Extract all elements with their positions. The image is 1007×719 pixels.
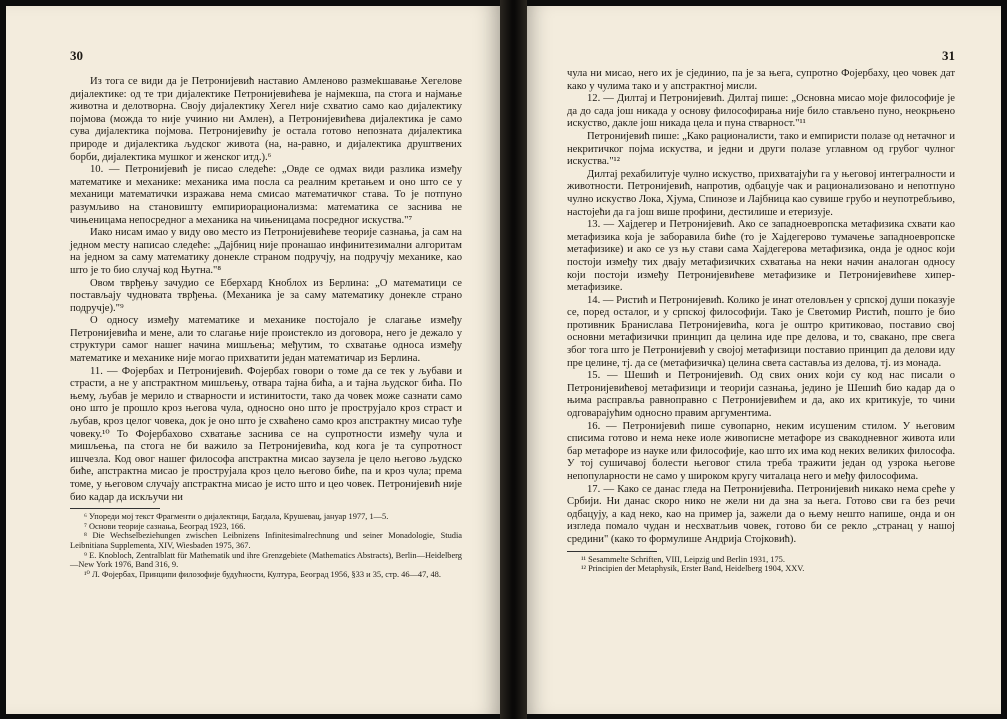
footnote: ¹⁰ Л. Фојербах, Принципи филозофије будућности, Култура, Београд 1956, §33 и 35, стр. 46—47, 48. (84, 569, 441, 579)
paragraph: 12. — Дилтај и Петронијевић. Дилтај пише: „Основна мисао моје философије је да до сада још никада у основу философирања није било стављено пуно, неокрњено искуство, дакле још никада цела и пуна стварност."¹¹ (567, 93, 955, 130)
left-body-text (70, 76, 462, 504)
footnote: ⁷ Основи теорије сазнања, Београд 1923, 166. (84, 521, 246, 531)
paragraph: 14. — Ристић и Петронијевић. Колико је инат отеловљен у српској души показује се, поред осталог, и у српској философији. Тако је Светомир Ристић, пошто је био противник Бранислава Петронијевића, кога је оштро критиковао, поставио свој основни метафизички принцип да целина иде пре делова, и то, сваканo, пре свега због тога што је Петронијевић у својој метафизици поставио принцип да делови иду пре целине, тј. да се (метафизичка) целина света састављa из делова, тј. из монада. (567, 294, 955, 369)
paragraph: Дилтај рехабилитује чулно искуство, прихватајући га у његовој интегралности и животности. Петронијевић, напротив, одбацује чак и рационализовано и непотпуно чулно искуство Лока, Хјума, Спинозе и Лајбница као сувише грубо и неупотребљиво, настојећи да га још више профини, дестилише и етеризује. (567, 168, 955, 218)
footnote: ⁶ Упореди мој текст Фрагменти о дијалектици, Багдала, Крушевац, јануар 1977, 1—5. (84, 512, 389, 522)
page-number: 30 (70, 48, 83, 63)
footnote: ¹¹ Sesammelte Schriften, VIII, Leipzig und Berlin 1931, 175. (581, 554, 785, 564)
right-page (527, 6, 1001, 714)
page-number: 31 (942, 48, 955, 63)
book-gutter (500, 0, 527, 719)
footnote: ⁹ E. Knobloch, Zentralblatt für Mathematik und ihre Grenzgebiete (Mathematics Abstracts), Berlin—Heidelberg—New York 1976, Band 316, 9. (70, 550, 462, 570)
paragraph: 15. — Шешић и Петронијевић. Од свих оних који су код нас писали о Петронијевићевој метафизици и теорији сазнања, једино је Шешић био кадар да о њима расправља равноправно с Петронијевићем и да, ако их критикује, то чини одговарајућим односно правим аргументима. (567, 370, 955, 420)
paragraph-continued: чула ни мисао, него их је сјединио, па је за њега, супротно Фојербаху, цео човек дат како у чулима тако и у апстрактној мисли. (567, 68, 955, 92)
footnote: ⁸ Die Wechselbeziehungen zwischen Leibnizens Infinitesimalrechnung und seiner Monadologie, Studia Leibnitiana Supplementa, XIV, Wiesbaden 1975, 367. (70, 531, 462, 550)
paragraph: Иако нисам имао у виду ово место из Петронијевићеве теорије сазнања, ја сам на једном месту написао следеће: „Дајбниц није пронашао инфинитезимални алгоритам на једном за саму математику донекле страном подручју, на подручју механике, као што је то био случај код Њутна."⁸ (70, 227, 462, 276)
paragraph: 13. — Хајдегер и Петронијевић. Ако се западноевропска метафизика схвати као метафизика која је заборавила биће (то је Хајдегерово тумачење западноевропске метафизике) и ако се уз њу стави сама Хајдегерова метафизика, онда је однос који постоји између тих двају метафизичких схватања на неки начин аналоган односу који постоји између Петронијевићеве метафизике и Петронијевићеве хипер-метафизике. (567, 219, 955, 294)
footnote: ¹² Principien der Metaphysik, Erster Band, Heidelberg 1904, XXV. (581, 564, 805, 574)
paragraph: О односу између математике и механике постојало је слагање између Петронијевића и мене, али то слагање није проистекло из договора, него је дежало у структури самог нашег начина мишљења; међутим, то схватање односа између математике и механике није могао прихватити један математичар из Берлина. (70, 315, 462, 365)
paragraph: Петронијевић пише: „Како рационалисти, тако и емпиристи полазе од нетачног и некритичког појма искуства, и једни и други полазе углавном од грубог чулног искуства."¹² (567, 130, 955, 168)
paragraph: Овом тврђењу зачудио се Еберхард Кноблох из Берлина: „О математици се постављају чудновата тврђења. (Механика је за саму математику донекле страно подручје)."⁹ (70, 277, 462, 314)
paragraph: 10. — Петронијевић је писао следеће: „Овде се одмах види разлика између математике и механике: механика има посла са реалним кретањем и оно што се у механици математички изражава нема смисао математичког става. То је потпуно разумљиво на становишту емпириорационализма: математика се заснива не чињеницама непосредног а механика на чињеницама посредног искуства."⁷ (70, 164, 462, 226)
paragraph: 17. — Како се данас гледа на Петронијевића. Петронијевић никако нема среће у Србији. Ни данас скоро нико не жели ни да зна за њега. Готово сви га без речи одбацују, а кад неко, као на пример ја, зажели да о њему нешто напише, онда и он изгледа помало чудан и несхватљив човек, готово би се рекло „странац у нашој средини" (како то формулише Андрија Стојковић). (567, 483, 955, 545)
left-page (6, 6, 500, 714)
left-footnotes (70, 512, 462, 579)
paragraph: Из тога се види да је Петронијевић наставио Амленово размеkшавање Хегелове дијалектике: од те три дијалектике Петронијевићева је најмекша, па стога и најмање животна и делотворна. Своју дијалектику Хегел није схватио само као дијалектику појмова (можда то није учинио ни Амлен), а Петронијевићева дијалектика је само сува дијалектика појмова. Петронијевићу је остала готово непозната дијалектика природе и дијалектика људског живота (на, на-равно, и дијалектика друштвених борби, дијалектика мушког и женског итд.).⁶ (70, 76, 462, 163)
paragraph: 16. — Петронијевић пише сувопарно, неким исушеним стилом. У његовим списима готово и нема неке иоле живописне метафоре из свакодневног живота или бар метафоре из науке или философије, као што их има код неких великих философа. У тој сушичавој болести његовог стила треба тражити један од узрока његове непопуларности не само у широком кругу читалаца него и међу философима. (567, 420, 955, 482)
paragraph: 11. — Фојербах и Петронијевић. Фојербах говори о томе да се тек у љубави и страсти, а не у апстрактном мишљењу, отвара тајна бића, а и тајна људског бића. По њему, љубав је мерило и стварности и истинитости, тако да човек може сазнати само оно што је прошло кроз његова чула, односно оно што је прострујало кроз страст и љубав, кроз целог човека, док је оно што је схваћено само кроз апстрактну мисао туђе човеку.¹⁰ То Фојербахово схватање заснива се на супротности између чула и мишљења, па стога не би важило за Петронијевића, код кога је та супротност ишчезла. Код овог нашег философа апстрактна мисао заузела је цело његово људско биће, апстрактна мисао је прострујала кроз цело његово биће, па и кроз чула; према томе, у његовом случају апстрактна мисао је исто што и цео човек. Петронијевић није био кадар да искључи ни (70, 365, 462, 503)
right-body-text (567, 68, 955, 547)
right-footnotes (567, 555, 955, 574)
footnote-divider (567, 551, 657, 552)
footnote-divider (70, 508, 160, 509)
